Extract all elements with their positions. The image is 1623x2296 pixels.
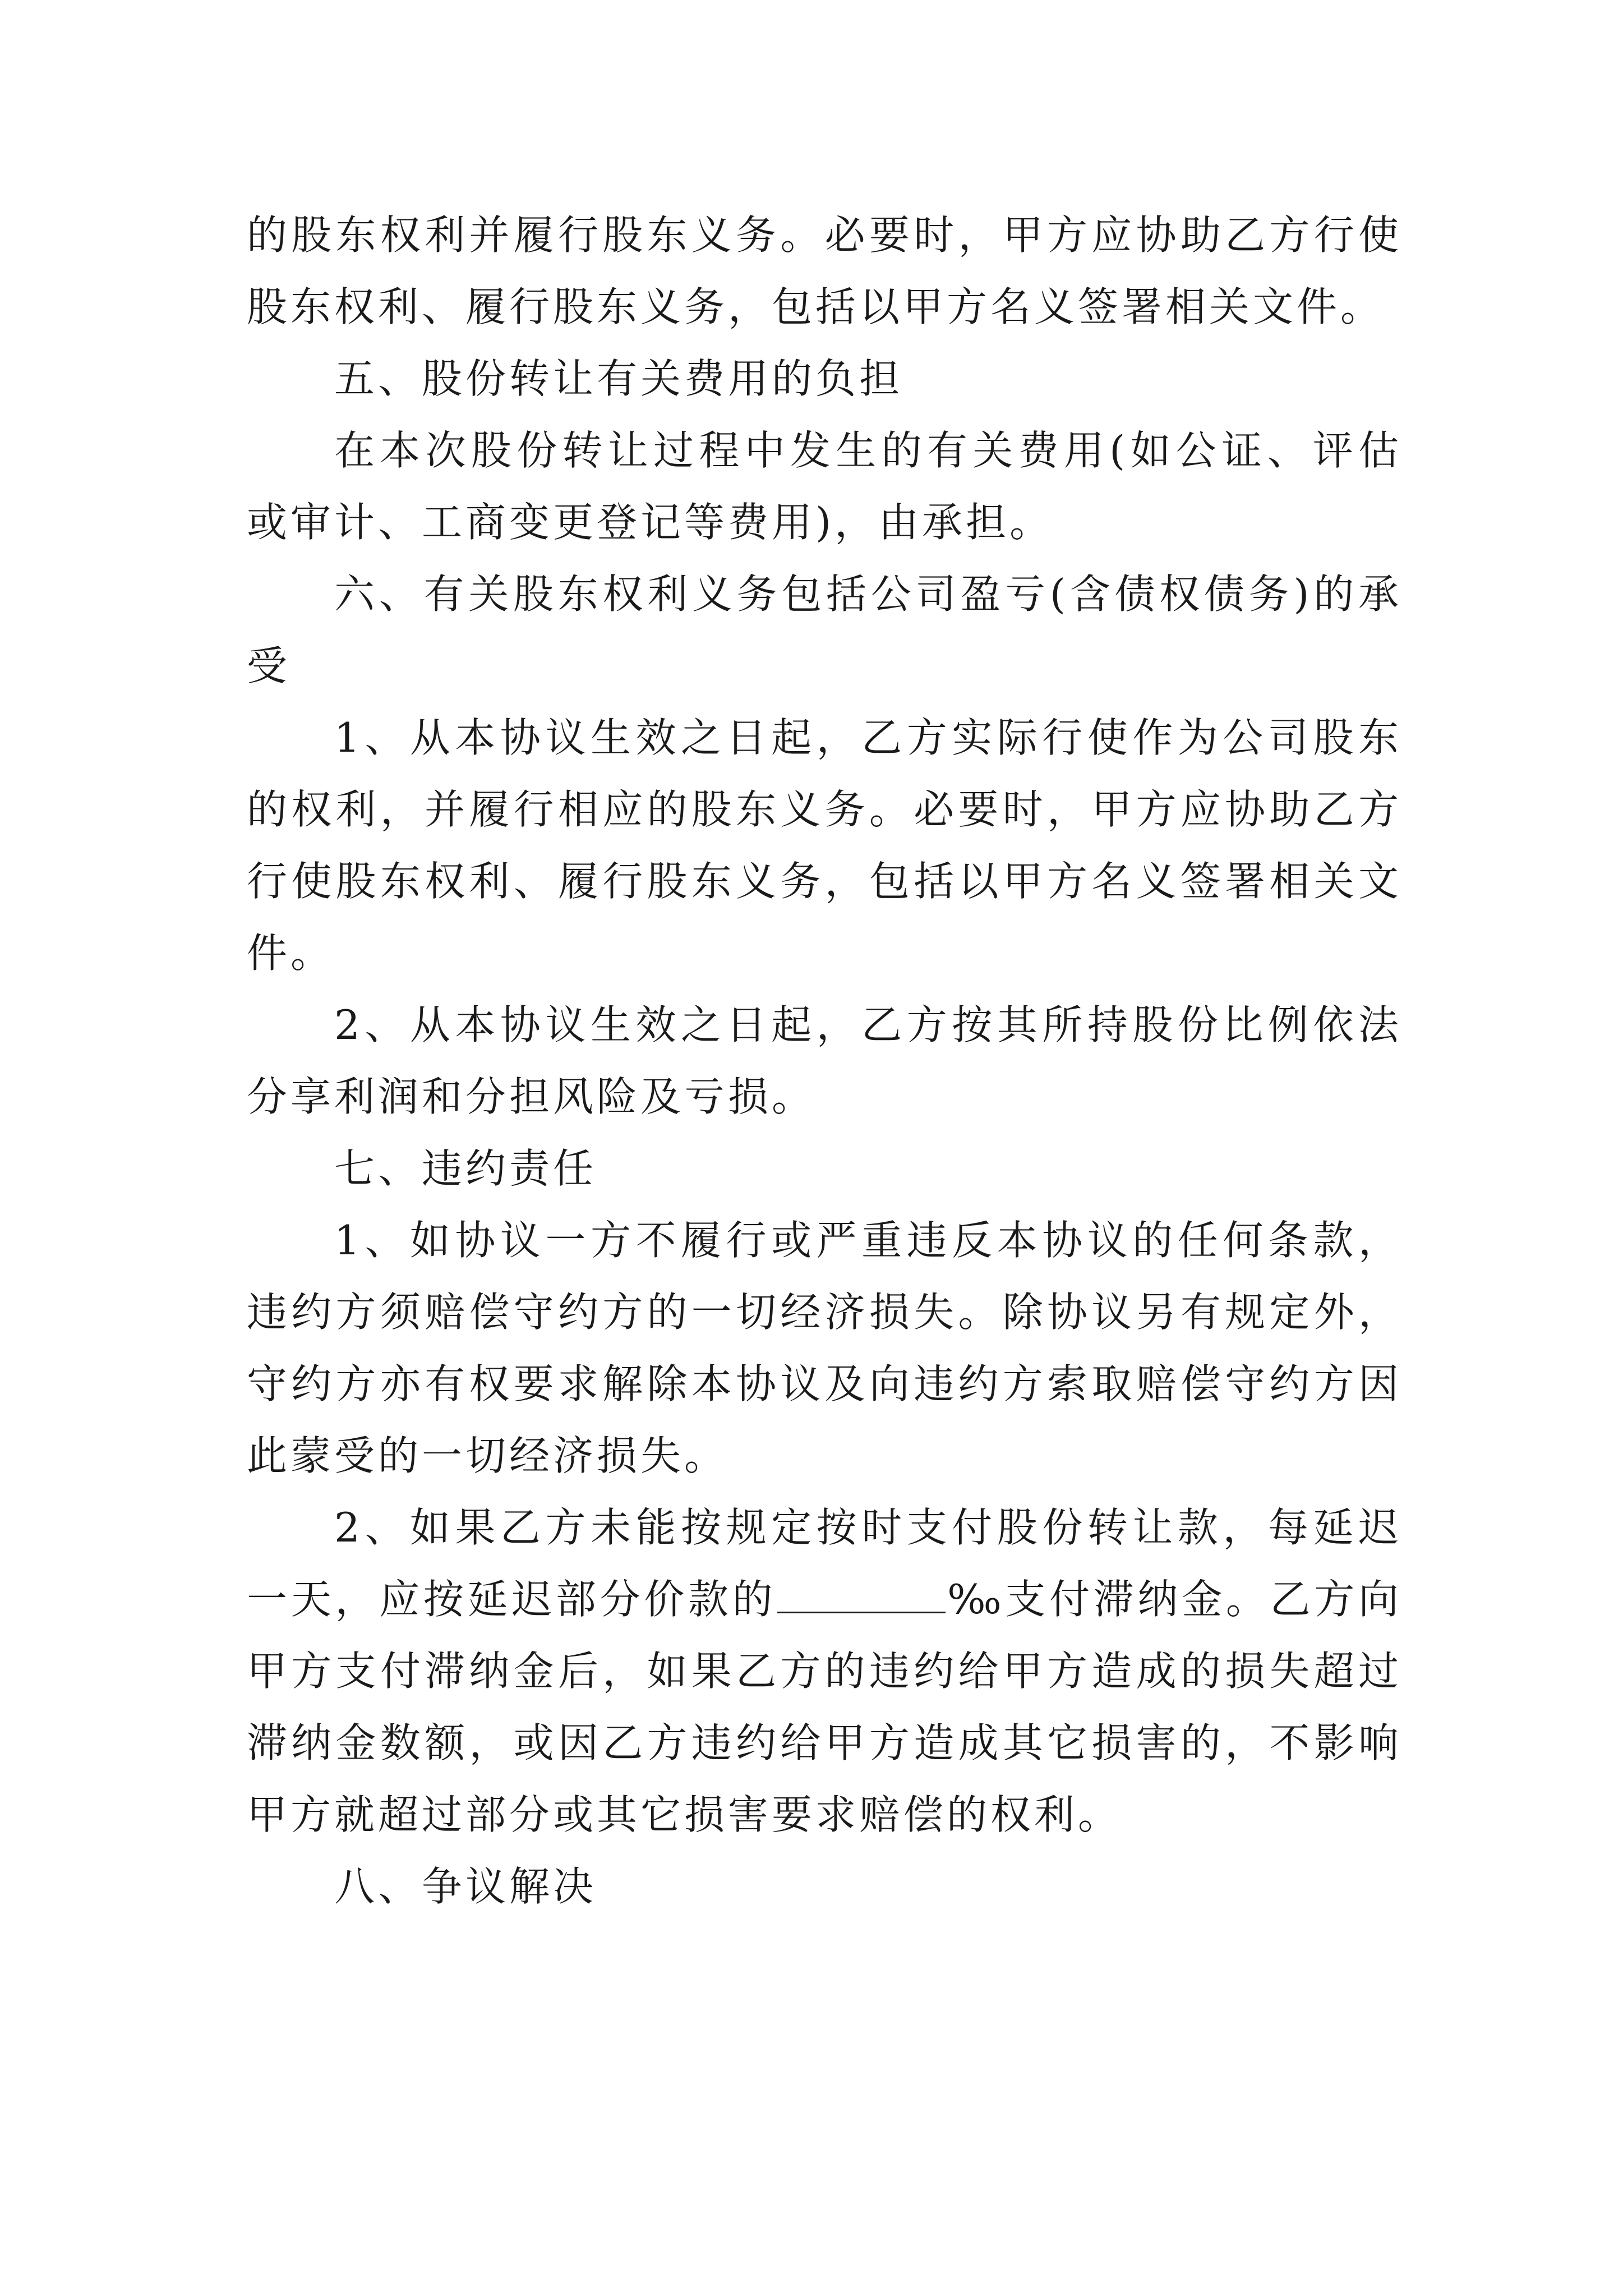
section-heading-8: 八、争议解决 [334,1863,597,1910]
paragraph-7-2-part-b: ‰支付滞纳金。乙方向甲方支付滞纳金后，如果乙方的违约给甲方造成的损失超过滞纳金数额，或因乙方违约给甲方造成其它损害的，不影响甲方就超过部分或其它损害要求赔偿的权利。 [247,1576,1402,1838]
paragraph-continuation: 的股东权利并履行股东义务。必要时，甲方应协助乙方行使股东权利、履行股东义务，包括以甲方名义签署相关文件。 [247,211,1402,330]
section-heading-7: 七、违约责任 [334,1145,597,1192]
rate-blank-line [777,1577,946,1613]
paragraph-7-1: 1、如协议一方不履行或严重违反本协议的任何条款，违约方须赔偿守约方的一切经济损失。除协议另有规定外，守约方亦有权要求解除本协议及向违约方索取赔偿守约方因此蒙受的一切经济损失。 [247,1217,1402,1479]
paragraph-7-2-part-a: 2、如果乙方未能按规定按时支付股份转让款，每延迟一天，应按延迟部分价款的 [247,1504,1402,1623]
paragraph-6-1: 1、从本协议生效之日起，乙方实际行使作为公司股东的权利，并履行相应的股东义务。必要时，甲方应协助乙方行使股东权利、履行股东义务，包括以甲方名义签署相关文件。 [247,714,1402,977]
section-heading-6: 六、有关股东权利义务包括公司盈亏(含债权债务)的承受 [247,570,1402,689]
section-heading-5: 五、股份转让有关费用的负担 [334,355,903,402]
document-body [247,199,1402,1922]
paragraph-5: 在本次股份转让过程中发生的有关费用(如公证、评估或审计、工商变更登记等费用)，由承担。 [247,427,1402,546]
paragraph-7-2 [247,1492,1402,1851]
paragraph-6-2: 2、从本协议生效之日起，乙方按其所持股份比例依法分享利润和分担风险及亏损。 [247,1001,1402,1120]
